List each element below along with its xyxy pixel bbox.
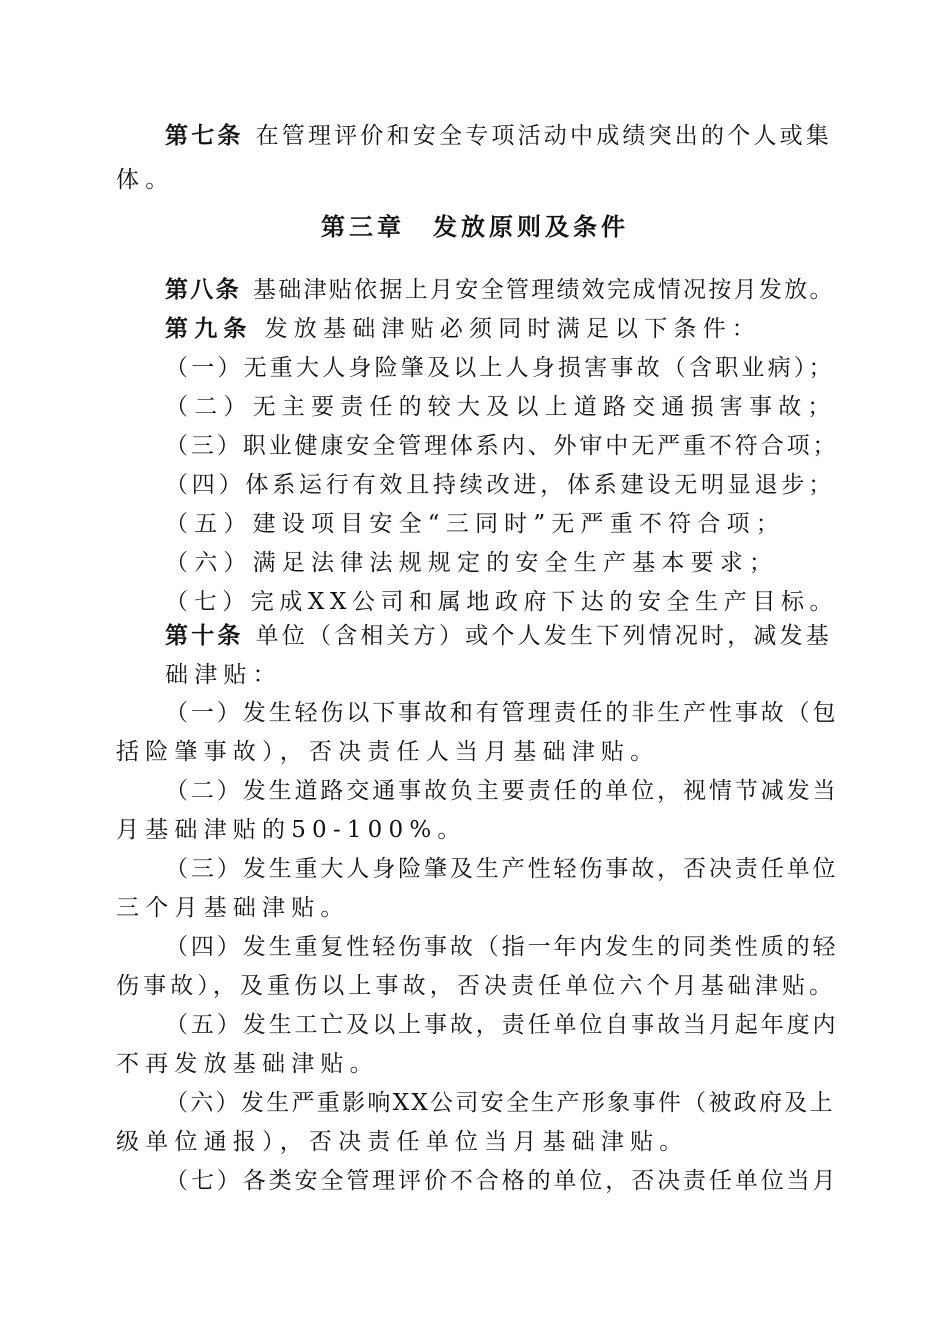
article-10-item-2-line-2: 月基础津贴的50-100%。 [116, 817, 467, 843]
article-9-item-4: （四）体系运行有效且持续改进，体系建设无明显退步； [165, 472, 835, 498]
article-9-item-1: （一）无重大人身险肇及以上人身损害事故（含职业病）； [165, 355, 835, 381]
article-10-item-1-line-2: 括险肇事故），否决责任人当月基础津贴。 [116, 739, 660, 765]
article-7-line-1 [165, 121, 832, 151]
article-10-item-4-line-2: 伤事故），及重伤以上事故，否决责任单位六个月基础津贴。 [116, 973, 837, 999]
article-10-item-4-line-1: （四）发生重复性轻伤事故（指一年内发生的同类性质的轻 [165, 934, 839, 960]
article-9-item-3: （三）职业健康安全管理体系内、外审中无严重不符合项； [165, 433, 839, 459]
article-8 [165, 275, 835, 305]
article-10-item-6-line-2: 级单位通报），否决责任单位当月基础津贴。 [116, 1129, 689, 1155]
article-10-item-2-line-1: （二）发生道路交通事故负主要责任的单位，视情节减发当 [165, 778, 839, 804]
article-10-text: 单位（含相关方）或个人发生下列情况时，减发基 [255, 623, 833, 649]
chapter-heading [0, 212, 950, 242]
chapter-title: 发放原则及条件 [433, 212, 629, 241]
article-10-item-7-line-1: （七）各类安全管理评价不合格的单位，否决责任单位当月 [165, 1168, 839, 1194]
chapter-number: 第三章 [321, 212, 405, 241]
article-7-text: 在管理评价和安全专项活动中成绩突出的个人或集 [255, 123, 833, 149]
article-10-item-1-line-1: （一）发生轻伤以下事故和有管理责任的非生产性事故（包 [165, 700, 839, 726]
article-10-item-3-line-2: 三个月基础津贴。 [116, 895, 350, 921]
article-10-item-5-line-1: （五）发生工亡及以上事故，责任单位自事故当月起年度内 [165, 1012, 839, 1038]
article-9-text: 发放基础津贴必须同时满足以下条件： [264, 316, 762, 342]
article-7-line-2: 体。 [116, 167, 175, 193]
article-10-line-1 [165, 621, 832, 651]
article-9 [165, 314, 761, 344]
article-10-item-3-line-1: （三）发生重大人身险肇及生产性轻伤事故，否决责任单位 [165, 856, 839, 882]
article-9-item-5: （五）建设项目安全“三同时”无严重不符合项； [165, 511, 785, 537]
article-7-label: 第七条 [165, 122, 244, 149]
article-9-label: 第九条 [165, 315, 253, 342]
article-10-item-6-line-1: （六）发生严重影响XX公司安全生产形象事件（被政府及上 [165, 1090, 835, 1116]
article-10-line-2: 础津贴： [165, 662, 282, 688]
article-9-item-7: （七）完成XX公司和属地政府下达的安全生产目标。 [165, 589, 839, 615]
article-10-label: 第十条 [165, 622, 244, 649]
article-9-item-6: （六）满足法律法规规定的安全生产基本要求； [165, 550, 779, 576]
article-9-item-2: （二）无主要责任的较大及以上道路交通损害事故； [165, 394, 837, 420]
article-8-text: 基础津贴依据上月安全管理绩效完成情况按月发放。 [252, 277, 835, 303]
article-10-item-5-line-2: 不再发放基础津贴。 [116, 1051, 379, 1077]
article-8-label: 第八条 [165, 276, 241, 303]
